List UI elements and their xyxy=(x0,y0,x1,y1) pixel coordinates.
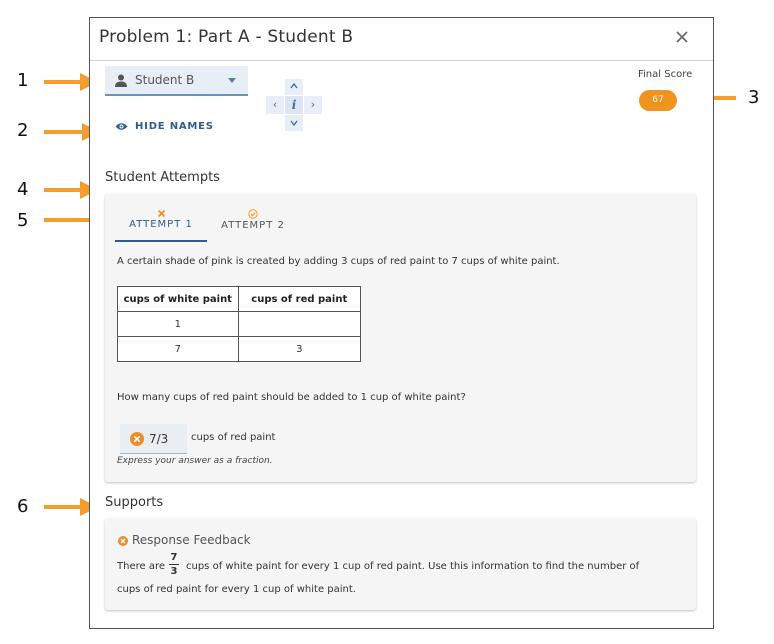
ratio-table xyxy=(117,286,361,362)
problem-prompt: A certain shade of pink is created by adding 3 cups of red paint to 7 cups of white paint. xyxy=(117,256,560,267)
student-select[interactable] xyxy=(105,66,248,96)
chevron-left-icon: ‹ xyxy=(272,98,278,111)
response-feedback-title: Response Feedback xyxy=(132,533,251,547)
fraction-bar xyxy=(169,564,179,565)
user-icon xyxy=(115,74,127,87)
nav-left-button[interactable] xyxy=(266,96,284,114)
callout-number-3: 3 xyxy=(748,87,760,108)
table-row xyxy=(118,337,361,362)
table-header-cell: cups of red paint xyxy=(238,287,360,312)
chevron-up-icon xyxy=(290,83,298,89)
correct-check-icon xyxy=(248,209,258,219)
nav-down-button[interactable] xyxy=(285,115,303,131)
info-icon: i xyxy=(291,98,297,112)
table-cell: 1 xyxy=(118,312,239,337)
callout-number-2: 2 xyxy=(17,120,29,141)
eye-icon xyxy=(115,122,128,131)
tab-attempt-2[interactable] xyxy=(214,209,292,240)
final-score-badge: 67 xyxy=(639,90,677,111)
close-icon[interactable] xyxy=(673,28,691,46)
tab-attempt-2-label: ATTEMPT 2 xyxy=(221,220,285,231)
table-cell xyxy=(238,312,360,337)
answer-value: 7/3 xyxy=(149,432,169,446)
chevron-down-icon xyxy=(228,78,236,83)
incorrect-x-icon xyxy=(157,209,166,218)
chevron-right-icon: › xyxy=(310,98,316,111)
feedback-text-line2: cups of red paint for every 1 cup of white paint. xyxy=(117,584,356,595)
nav-right-button[interactable] xyxy=(304,96,322,114)
answer-unit: cups of red paint xyxy=(191,432,276,443)
incorrect-circle-icon xyxy=(130,432,144,446)
question-text: How many cups of red paint should be added to 1 cup of white paint? xyxy=(117,392,466,403)
callout-number-6: 6 xyxy=(17,496,29,517)
fraction-numerator: 7 xyxy=(170,552,178,563)
feedback-text-end: cups of white paint for every 1 cup of red paint. Use this information to find the number of xyxy=(186,561,640,572)
callout-number-1: 1 xyxy=(17,70,29,91)
problem-modal xyxy=(89,17,714,629)
table-cell: 7 xyxy=(118,337,239,362)
tab-attempt-1-label: ATTEMPT 1 xyxy=(129,219,193,230)
answer-hint: Express your answer as a fraction. xyxy=(117,456,273,466)
callout-number-4: 4 xyxy=(17,179,29,200)
modal-header xyxy=(90,18,713,61)
hide-names-label: HIDE NAMES xyxy=(135,121,214,132)
feedback-text-start: There are xyxy=(117,561,165,572)
tab-attempt-1[interactable] xyxy=(115,209,207,242)
info-button[interactable] xyxy=(285,96,303,114)
supports-heading: Supports xyxy=(105,495,164,510)
modal-title: Problem 1: Part A - Student B xyxy=(99,27,354,47)
table-header-row xyxy=(118,287,361,312)
student-select-value: Student B xyxy=(135,73,195,87)
chevron-down-icon xyxy=(290,120,298,126)
answer-field[interactable] xyxy=(120,424,187,454)
final-score-label: Final Score xyxy=(638,69,693,80)
fraction-denominator: 3 xyxy=(170,566,178,577)
incorrect-circle-icon xyxy=(118,536,128,546)
student-attempts-heading: Student Attempts xyxy=(105,170,220,185)
table-header-cell: cups of white paint xyxy=(118,287,239,312)
nav-up-button[interactable] xyxy=(285,79,303,95)
table-row xyxy=(118,312,361,337)
callout-number-5: 5 xyxy=(17,210,29,231)
table-cell: 3 xyxy=(238,337,360,362)
feedback-fraction xyxy=(169,552,179,577)
